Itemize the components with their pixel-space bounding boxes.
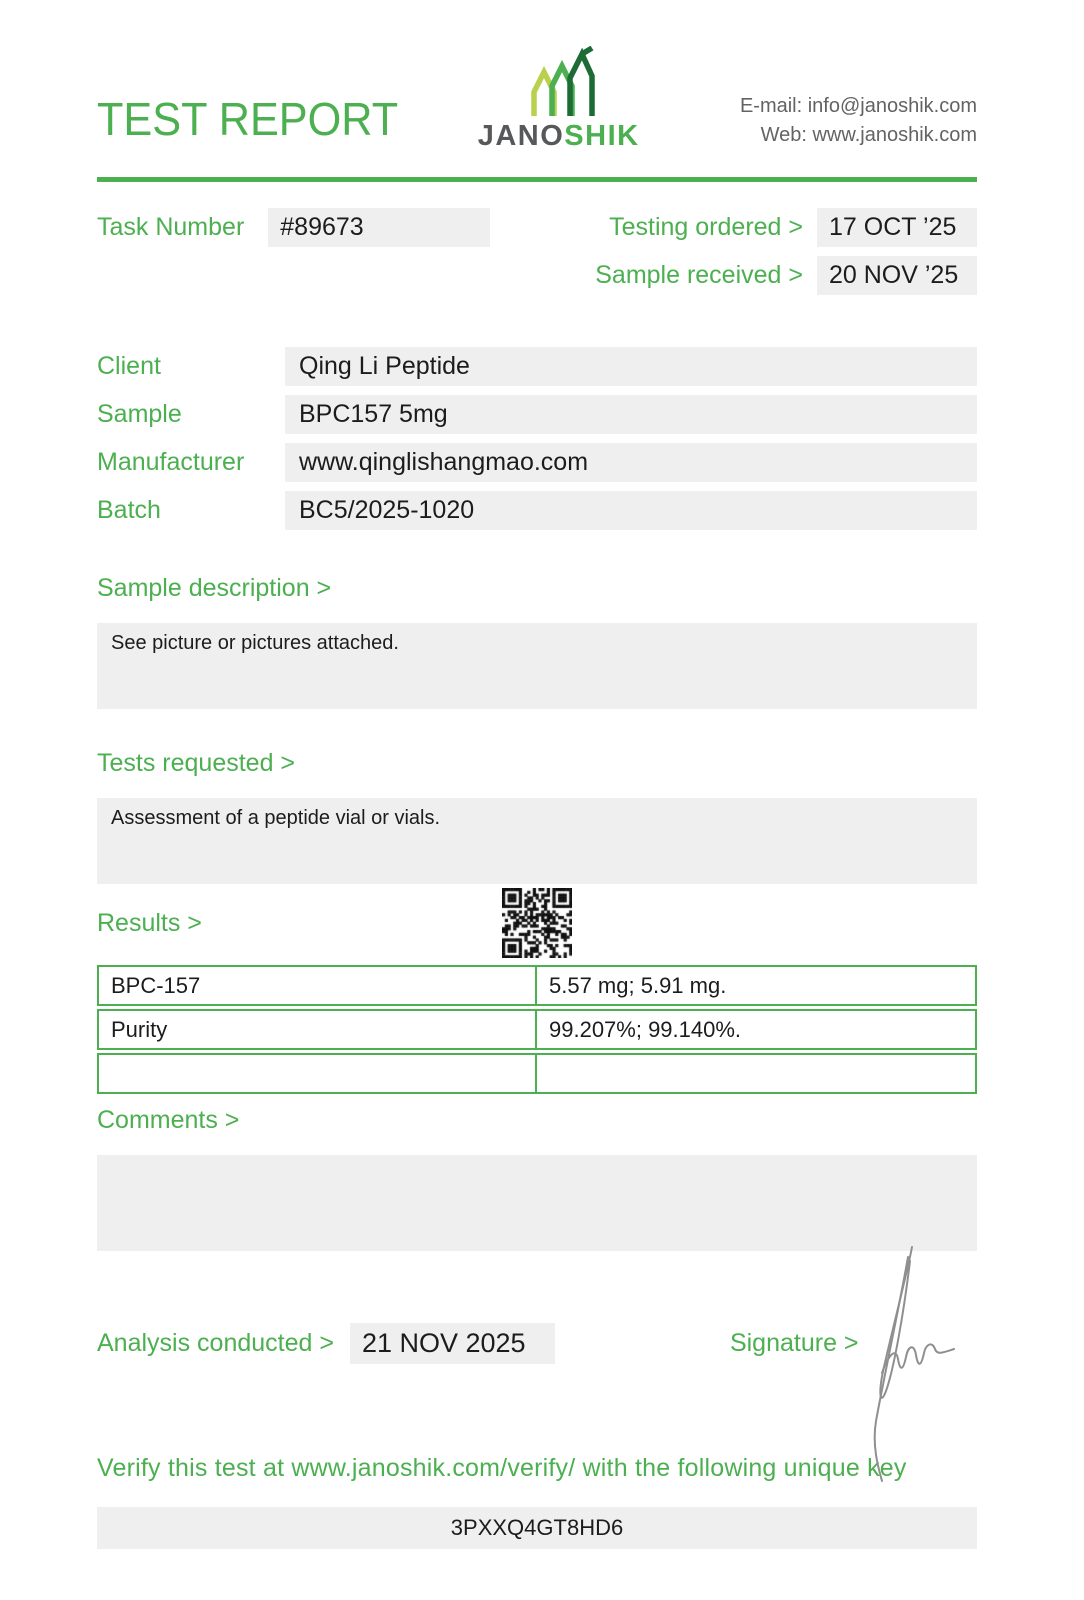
dates-group: [595, 208, 977, 295]
task-number-group: [97, 208, 490, 295]
result-name: BPC-157: [99, 967, 537, 1004]
growth-chart-icon: [504, 46, 614, 118]
logo-jano: JANO: [477, 120, 565, 152]
table-row: [97, 1009, 977, 1050]
batch-label: Batch: [97, 496, 161, 524]
result-value: 99.207%; 99.140%.: [549, 1016, 742, 1042]
analysis-date: 21 NOV 2025: [350, 1323, 555, 1364]
client-value: Qing Li Peptide: [285, 347, 977, 386]
comments-box: [97, 1155, 977, 1251]
batch-value: BC5/2025-1020: [285, 491, 977, 530]
task-number-value: #89673: [268, 208, 490, 247]
page-title: TEST REPORT: [97, 93, 399, 145]
logo-shik: SHIK: [564, 120, 640, 152]
detail-row-sample: [97, 395, 977, 434]
verify-instruction: Verify this test at www.janoshik.com/verify/ with the following unique key: [97, 1454, 907, 1482]
unique-key: 3PXXQ4GT8HD6: [97, 1507, 977, 1549]
client-label: Client: [97, 352, 161, 380]
sample-description-heading: Sample description >: [97, 574, 332, 602]
header-divider: [97, 177, 977, 182]
sample-received-date: 20 NOV ’25: [817, 256, 977, 295]
detail-row-batch: [97, 491, 977, 530]
task-section: [97, 208, 977, 295]
comments-heading: Comments >: [97, 1106, 240, 1134]
testing-ordered-date: 17 OCT ’25: [817, 208, 977, 247]
manufacturer-label: Manufacturer: [97, 448, 245, 476]
handwritten-signature: [842, 1241, 962, 1486]
sample-received-row: [595, 256, 977, 295]
results-table: [97, 965, 977, 1094]
analysis-group: [97, 1323, 555, 1364]
result-name: [99, 1055, 537, 1092]
task-number-label: Task Number: [97, 213, 245, 241]
details-section: [97, 347, 977, 530]
analysis-signature-row: [97, 1323, 977, 1364]
sample-description-box: See picture or pictures attached.: [97, 623, 977, 709]
sample-label: Sample: [97, 400, 182, 428]
manufacturer-value: www.qinglishangmao.com: [285, 443, 977, 482]
contact-email: E-mail: info@janoshik.com: [739, 95, 977, 117]
detail-row-manufacturer: [97, 443, 977, 482]
table-row: [97, 1053, 977, 1094]
tests-requested-box: Assessment of a peptide vial or vials.: [97, 798, 977, 884]
result-value: 5.57 mg; 5.91 mg.: [549, 972, 727, 998]
results-heading: Results >: [97, 908, 202, 937]
tests-requested-heading: Tests requested >: [97, 749, 296, 777]
testing-ordered-label: Testing ordered >: [609, 213, 803, 241]
report-header: [97, 46, 977, 153]
detail-row-client: [97, 347, 977, 386]
testing-ordered-row: [595, 208, 977, 247]
result-value: [537, 1055, 975, 1092]
signature-label: Signature >: [729, 1329, 859, 1357]
analysis-conducted-label: Analysis conducted >: [97, 1329, 334, 1357]
qr-code: [502, 888, 572, 958]
result-name: Purity: [99, 1011, 537, 1048]
results-header: [97, 884, 977, 962]
contact-info: [740, 92, 977, 150]
logo-wordmark: [478, 120, 640, 153]
janoshik-logo: [478, 46, 640, 153]
table-row: [97, 965, 977, 1006]
contact-web: Web: www.janoshik.com: [760, 124, 977, 146]
sample-received-label: Sample received >: [595, 261, 803, 289]
sample-value: BPC157 5mg: [285, 395, 977, 434]
